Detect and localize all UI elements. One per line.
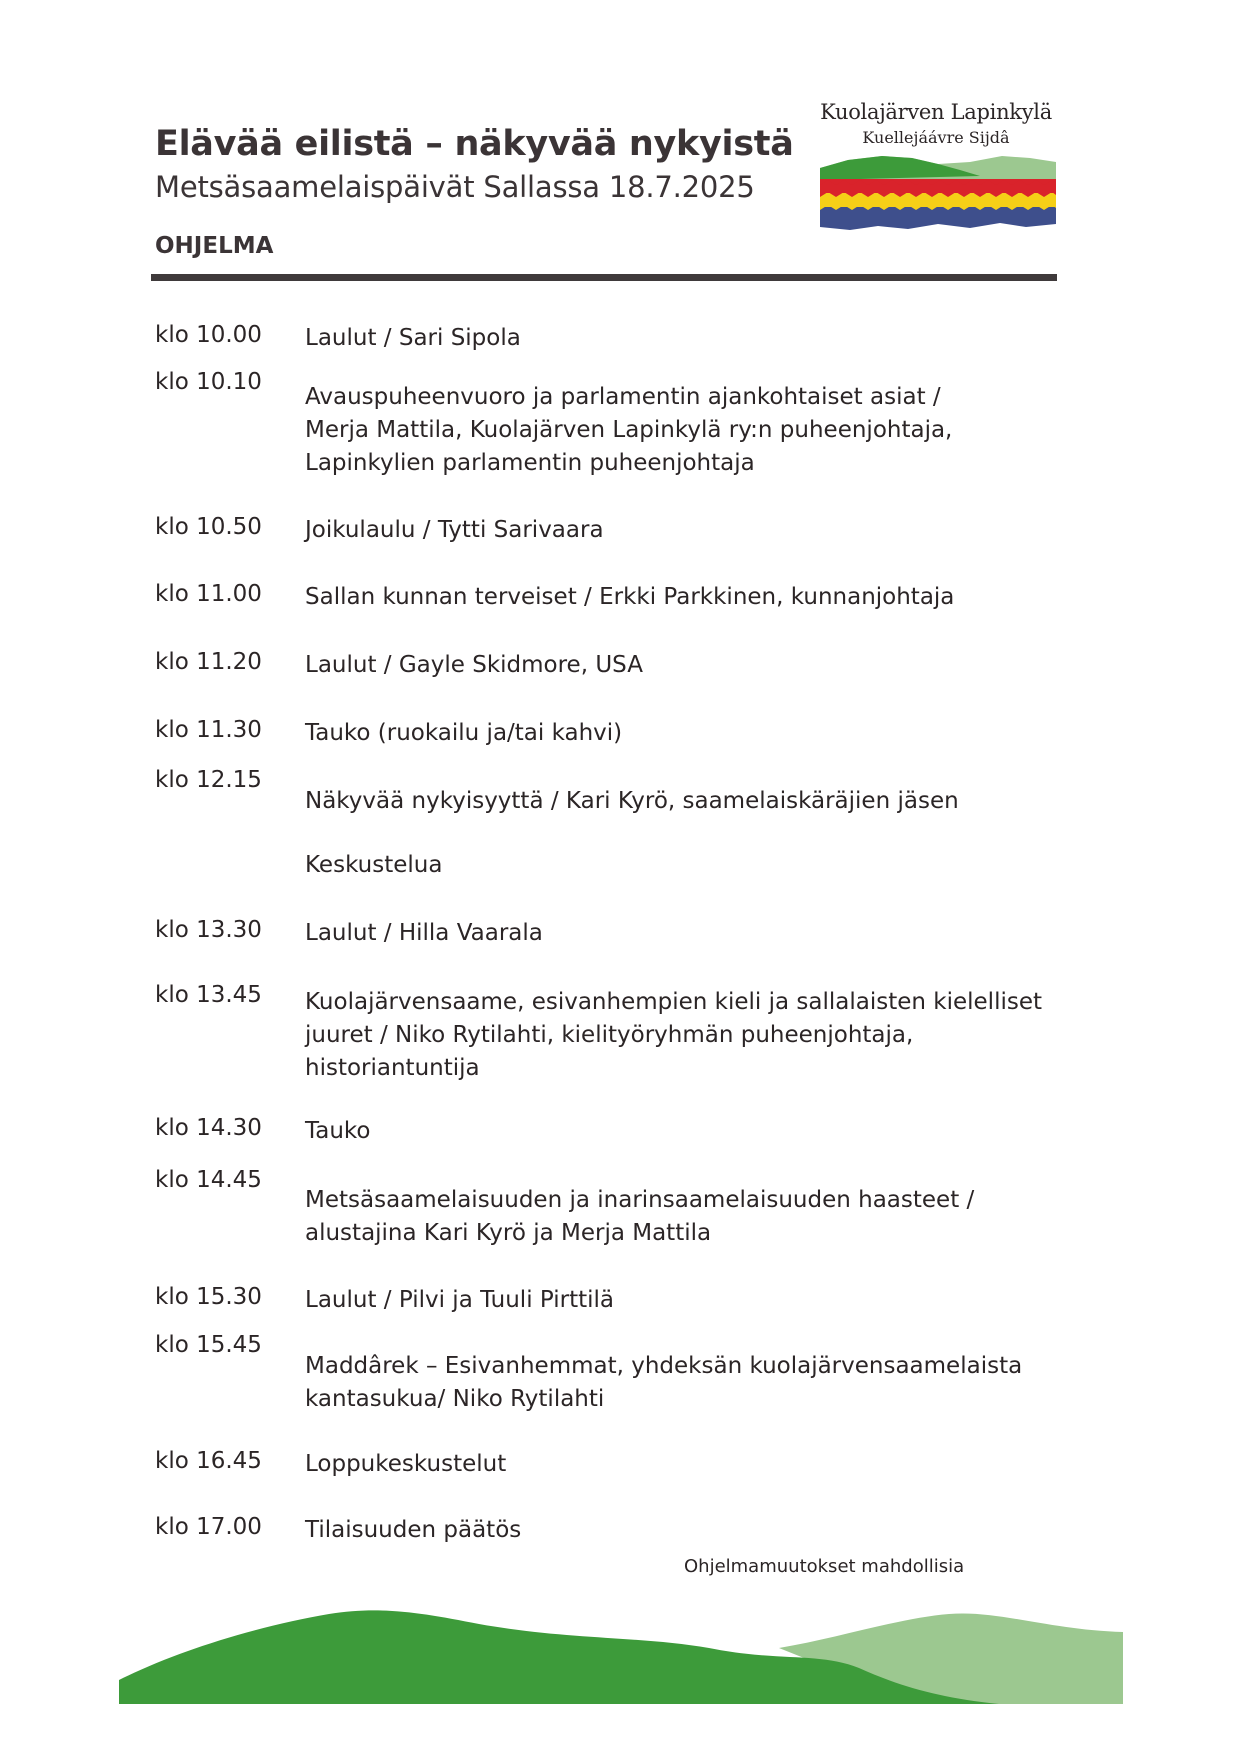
program-time: klo 15.45 bbox=[155, 1332, 262, 1358]
program-description bbox=[305, 717, 1065, 750]
program-description-line: Laulut / Pilvi ja Tuuli Pirttilä bbox=[305, 1287, 615, 1313]
program-description-line: Laulut / Gayle Skidmore, USA bbox=[305, 652, 643, 678]
document-subtitle: Metsäsaamelaispäivät Sallassa 18.7.2025 bbox=[155, 170, 755, 204]
logo-name-finnish: Kuolajärven Lapinkylä bbox=[820, 100, 1052, 124]
program-description-line: Tauko (ruokailu ja/tai kahvi) bbox=[305, 720, 623, 746]
program-description-line: juuret / Niko Rytilahti, kielityöryhmän puheenjohtaja, bbox=[305, 1022, 914, 1048]
logo-name-sami: Kuellejáávre Sijdâ bbox=[862, 128, 1010, 147]
program-description bbox=[305, 581, 1065, 614]
program-time: klo 14.45 bbox=[155, 1167, 262, 1193]
program-time: klo 11.20 bbox=[155, 649, 262, 675]
program-description-line: Joikulaulu / Tytti Sarivaara bbox=[305, 517, 604, 543]
program-description bbox=[305, 1284, 1065, 1317]
program-description bbox=[305, 514, 1065, 547]
document-title: Elävää eilistä – näkyvää nykyistä bbox=[155, 124, 794, 164]
program-description-line: historiantuntija bbox=[305, 1055, 480, 1081]
header-divider bbox=[151, 274, 1057, 281]
program-time: klo 14.30 bbox=[155, 1115, 262, 1141]
program-description bbox=[305, 1115, 1065, 1148]
program-description-line: Loppukeskustelut bbox=[305, 1451, 507, 1477]
program-description bbox=[305, 381, 1065, 480]
program-description bbox=[305, 1184, 1065, 1250]
program-time: klo 16.45 bbox=[155, 1448, 262, 1474]
program-description-line: Laulut / Hilla Vaarala bbox=[305, 920, 543, 946]
program-description bbox=[305, 1448, 1065, 1481]
program-description-line: Lapinkylien parlamentin puheenjohtaja bbox=[305, 450, 755, 476]
program-time: klo 17.00 bbox=[155, 1514, 262, 1540]
green-hills-decoration bbox=[119, 1590, 1123, 1706]
program-time: klo 12.15 bbox=[155, 767, 262, 793]
program-description-line: Tauko bbox=[305, 1118, 371, 1144]
program-description-line: Keskustelua bbox=[305, 852, 443, 878]
program-description-line: Merja Mattila, Kuolajärven Lapinkylä ry:n puheenjohtaja, bbox=[305, 417, 953, 443]
program-description-line: Maddârek – Esivanhemmat, yhdeksän kuolajärvensaamelaista bbox=[305, 1353, 1023, 1379]
program-description bbox=[305, 322, 1065, 355]
program-time: klo 13.30 bbox=[155, 917, 262, 943]
program-description bbox=[305, 917, 1065, 950]
program-time: klo 10.50 bbox=[155, 514, 262, 540]
program-time: klo 11.00 bbox=[155, 581, 262, 607]
organization-logo bbox=[800, 96, 1072, 246]
landscape-flag-icon bbox=[820, 150, 1056, 240]
program-time: klo 15.30 bbox=[155, 1284, 262, 1310]
program-description-line: Näkyvää nykyisyyttä / Kari Kyrö, saamelaiskäräjien jäsen bbox=[305, 788, 959, 814]
changes-note: Ohjelmamuutokset mahdollisia bbox=[684, 1556, 965, 1577]
program-description-line: Laulut / Sari Sipola bbox=[305, 325, 521, 351]
program-time: klo 13.45 bbox=[155, 982, 262, 1008]
program-description-line: kantasukua/ Niko Rytilahti bbox=[305, 1386, 605, 1412]
program-description-line: alustajina Kari Kyrö ja Merja Mattila bbox=[305, 1220, 712, 1246]
program-description-line: Metsäsaamelaisuuden ja inarinsaamelaisuuden haasteet / bbox=[305, 1187, 975, 1213]
program-time: klo 10.00 bbox=[155, 322, 262, 348]
section-label-program: OHJELMA bbox=[155, 233, 274, 259]
program-description bbox=[305, 649, 1065, 682]
program-time: klo 10.10 bbox=[155, 369, 262, 395]
program-description bbox=[305, 785, 1065, 818]
program-description bbox=[305, 1350, 1065, 1416]
program-time: klo 11.30 bbox=[155, 717, 262, 743]
program-description-line: Kuolajärvensaame, esivanhempien kieli ja sallalaisten kielelliset bbox=[305, 989, 1042, 1015]
program-description bbox=[305, 849, 1065, 882]
program-description-line: Tilaisuuden päätös bbox=[305, 1517, 522, 1543]
program-description bbox=[305, 1514, 1065, 1547]
program-description-line: Avauspuheenvuoro ja parlamentin ajankohtaiset asiat / bbox=[305, 384, 941, 410]
program-description bbox=[305, 986, 1065, 1085]
program-description-line: Sallan kunnan terveiset / Erkki Parkkinen, kunnanjohtaja bbox=[305, 584, 955, 610]
